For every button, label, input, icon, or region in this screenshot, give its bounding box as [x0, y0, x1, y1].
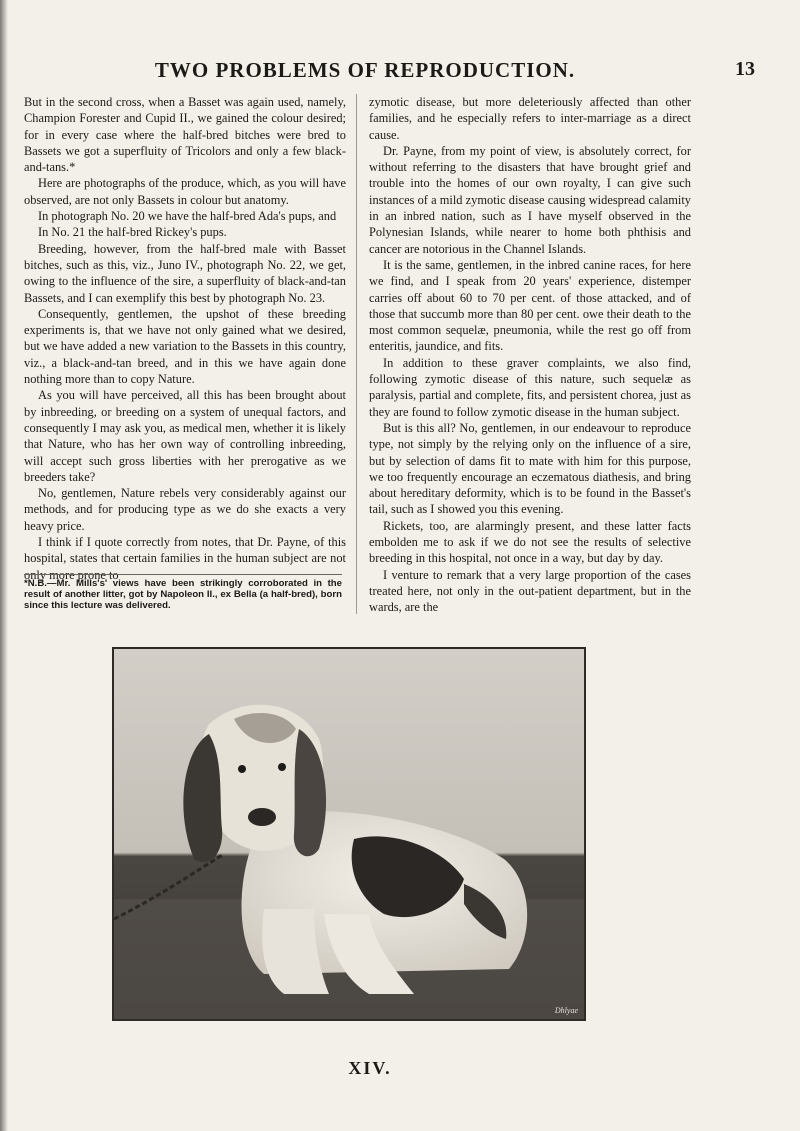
paragraph: Breeding, however, from the half-bred male with Basset bitches, such as this, viz., Juno IV., photograph No. 22, we get, owing to the influence of the sire, a superfluity of black-and-tan Bassets, and I can exemplify this best by photograph No. 23. [24, 241, 346, 305]
paragraph: As you will have perceived, all this has been brought about by inbreeding, or breeding on a system of unequal factors, and consequently I may ask you, as medical men, whether it is likely that Nature, who has her own way of controlling inbreeding, will accept such gross liberties with her prerogative as we breeders take? [24, 388, 346, 484]
paragraph: In No. 21 the half-bred Rickey's pups. [38, 225, 227, 240]
plate-number: XIV. [348, 1058, 392, 1078]
basset-hound-photo [114, 649, 584, 1019]
paragraph: In addition to these graver complaints, we also find, following zymotic disease of this nature, such sequelæ as paralysis, partial and complete, fits, and persistent chorea, just as they are found to follow zymotic disease in the human subject. [369, 355, 691, 419]
paragraph: I venture to remark that a very large proportion of the cases treated here, not only in the out-patient department, but in the wards, are the [369, 567, 691, 615]
page-number: 13 [735, 58, 755, 80]
right-column [369, 94, 691, 616]
photo-plate [112, 647, 586, 1021]
paragraph: Consequently, gentlemen, the upshot of these breeding experiments is, that we have not only gained what we desired, but we have added a new variation to the Bassets in this country, viz., a black-and-tan breed, and in this we have again done nothing more than to copy Nature. [24, 306, 346, 387]
paragraph: Here are photographs of the produce, which, as you will have observed, are not only Bassets in colour but anatomy. [24, 176, 346, 207]
running-title: TWO PROBLEMS OF REPRODUCTION. [154, 58, 576, 82]
footnote: *N.B.—Mr. Mills's' views have been strikingly corroborated in the result of another litter, got by Napoleon II., ex Bella (a half-bred), born since this lecture was delivered. [24, 574, 342, 611]
binding-shadow [0, 0, 8, 1131]
paragraph: zymotic disease, but more deleteriously affected than other families, and he especially refers to inter-marriage as a direct cause. [369, 95, 691, 142]
paragraph: Dr. Payne, from my point of view, is absolutely correct, for without referring to the disasters that have brought grief and trouble into the homes of our own royalty, I can give such instances of a mild zymotic disease causing widespread calamity in an inbred nation, such as I have myself observed in the Polynesian Islands, while nearer to home both phthisis and cancer are notorious in the Channel Islands. [369, 143, 691, 256]
photo-credit: Dhlyae [554, 1006, 578, 1015]
paragraph: No, gentlemen, Nature rebels very considerably against our methods, and for producing type as we do she exacts a very heavy price. [24, 486, 346, 533]
left-column [24, 94, 346, 583]
paragraph: It is the same, gentlemen, in the inbred canine races, for here we find, and I speak from 20 years' experience, distemper carries off about 60 to 70 per cent. of those attacked, and of those that succumb more than 80 per cent. owe their death to the most common sequelæ, pneumonia, while the rest go off from enteritis, jaundice, and fits. [369, 257, 691, 354]
paragraph: I think if I quote correctly from notes, that Dr. Payne, of this hospital, states that certain families in the human subject are not only more prone to [24, 535, 346, 582]
paragraph: But is this all? No, gentlemen, in our endeavour to reproduce type, not simply by the relying only on the influence of a sire, but by selection of dams fit to mate with him for this purpose, we too frequently encourage an eczematous diathesis, and bring about hereditary deformity, which is to be found in the Basset's tail, such as I showed you this evening. [369, 420, 691, 517]
paragraph: But in the second cross, when a Basset was again used, namely, Champion Forester and Cupid II., we gained the colour desired; for in every case where the half-bred bitches were bred to Bassets we got a superfluity of Tricolors and only a few black-and-tans.* [24, 95, 346, 175]
column-divider [356, 94, 357, 614]
paragraph: Rickets, too, are alarmingly present, and these latter facts embolden me to ask if we do not see the results of selective breeding in this hospital, not once in a way, but day by day. [369, 518, 691, 566]
paragraph: In photograph No. 20 we have the half-bred Ada's pups, and [38, 209, 337, 224]
